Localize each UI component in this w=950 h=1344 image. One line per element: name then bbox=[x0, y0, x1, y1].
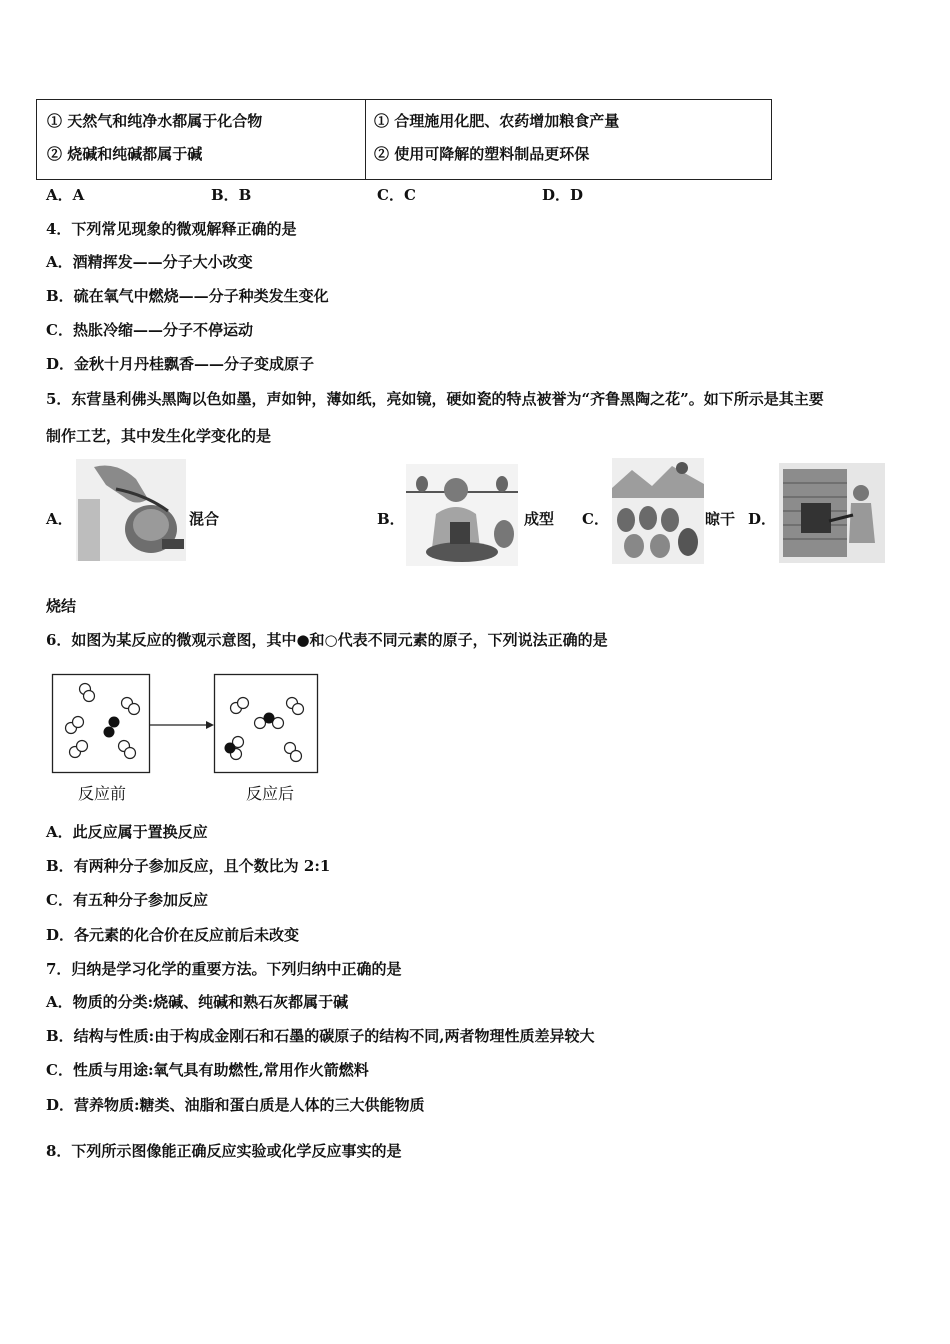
q4-stem: 4．下列常见现象的微观解释正确的是 bbox=[46, 220, 297, 238]
table-right-line-2: ② 使用可降解的塑料制品更环保 bbox=[374, 145, 590, 163]
after-label: 反应后 bbox=[246, 784, 295, 803]
q4-option-d[interactable]: D．金秋十月丹桂飘香——分子变成原子 bbox=[46, 355, 315, 373]
q5-option-c-label: 晾干 bbox=[705, 510, 736, 528]
q6-stem: 6．如图为某反应的微观示意图，其中●和○代表不同元素的原子，下列说法正确的是 bbox=[46, 631, 608, 649]
q3-option-d[interactable]: D．D bbox=[542, 186, 584, 204]
q3-option-c[interactable]: C．C bbox=[377, 186, 416, 204]
q8-stem: 8．下列所示图像能正确反应实验或化学反应事实的是 bbox=[46, 1142, 402, 1160]
before-label: 反应前 bbox=[78, 784, 127, 803]
q5-option-a-label: 混合 bbox=[189, 510, 220, 528]
q6-option-d[interactable]: D．各元素的化合价在反应前后未改变 bbox=[46, 926, 300, 944]
q5-stem-line-2: 制作工艺，其中发生化学变化的是 bbox=[46, 427, 272, 445]
table-left-line-1: ① 天然气和纯净水都属于化合物 bbox=[47, 112, 263, 130]
q4-option-c[interactable]: C．热胀冷缩——分子不停运动 bbox=[46, 321, 253, 339]
q5-option-c-letter[interactable]: C． bbox=[582, 510, 609, 528]
q7-option-c[interactable]: C．性质与用途:氧气具有助燃性,常用作火箭燃料 bbox=[46, 1061, 369, 1079]
reaction-diagram bbox=[50, 672, 322, 774]
drying-image bbox=[612, 458, 704, 564]
q5-stem-line-1: 5．东营垦利佛头黑陶以色如墨，声如钟，薄如纸，亮如镜，硬如瓷的特点被誉为“齐鲁黑陶之花”。如下所示是其主要 bbox=[46, 390, 824, 408]
q7-stem: 7．归纳是学习化学的重要方法。下列归纳中正确的是 bbox=[46, 960, 402, 978]
sintering-image bbox=[779, 463, 885, 563]
q3-option-a[interactable]: A．A bbox=[46, 186, 85, 204]
q5-option-d-letter[interactable]: D． bbox=[748, 510, 777, 528]
q4-option-b[interactable]: B．硫在氧气中燃烧——分子种类发生变化 bbox=[46, 287, 329, 305]
table-right-line-1: ① 合理施用化肥、农药增加粮食产量 bbox=[374, 112, 620, 130]
q4-option-a[interactable]: A．酒精挥发——分子大小改变 bbox=[46, 253, 253, 271]
q5-option-b-letter[interactable]: B． bbox=[377, 510, 405, 528]
q7-option-b[interactable]: B．结构与性质:由于构成金刚石和石墨的碳原子的结构不同,两者物理性质差异较大 bbox=[46, 1027, 595, 1045]
q6-option-a[interactable]: A．此反应属于置换反应 bbox=[46, 823, 208, 841]
q6-option-b[interactable]: B．有两种分子参加反应，且个数比为 2:1 bbox=[46, 857, 331, 875]
mixing-image bbox=[76, 459, 186, 561]
q5-option-a-letter[interactable]: A． bbox=[46, 510, 73, 528]
q5-option-d-label: 烧结 bbox=[46, 597, 77, 615]
forming-image bbox=[406, 464, 518, 566]
q3-option-b[interactable]: B．B bbox=[211, 186, 252, 204]
table-left-line-2: ② 烧碱和纯碱都属于碱 bbox=[47, 145, 203, 163]
q7-option-d[interactable]: D．营养物质:糖类、油脂和蛋白质是人体的三大供能物质 bbox=[46, 1096, 425, 1114]
q7-option-a[interactable]: A．物质的分类:烧碱、纯碱和熟石灰都属于碱 bbox=[46, 993, 349, 1011]
q5-option-b-label: 成型 bbox=[524, 510, 555, 528]
options-table bbox=[36, 99, 772, 180]
table-divider bbox=[365, 100, 366, 179]
q6-option-c[interactable]: C．有五种分子参加反应 bbox=[46, 891, 208, 909]
